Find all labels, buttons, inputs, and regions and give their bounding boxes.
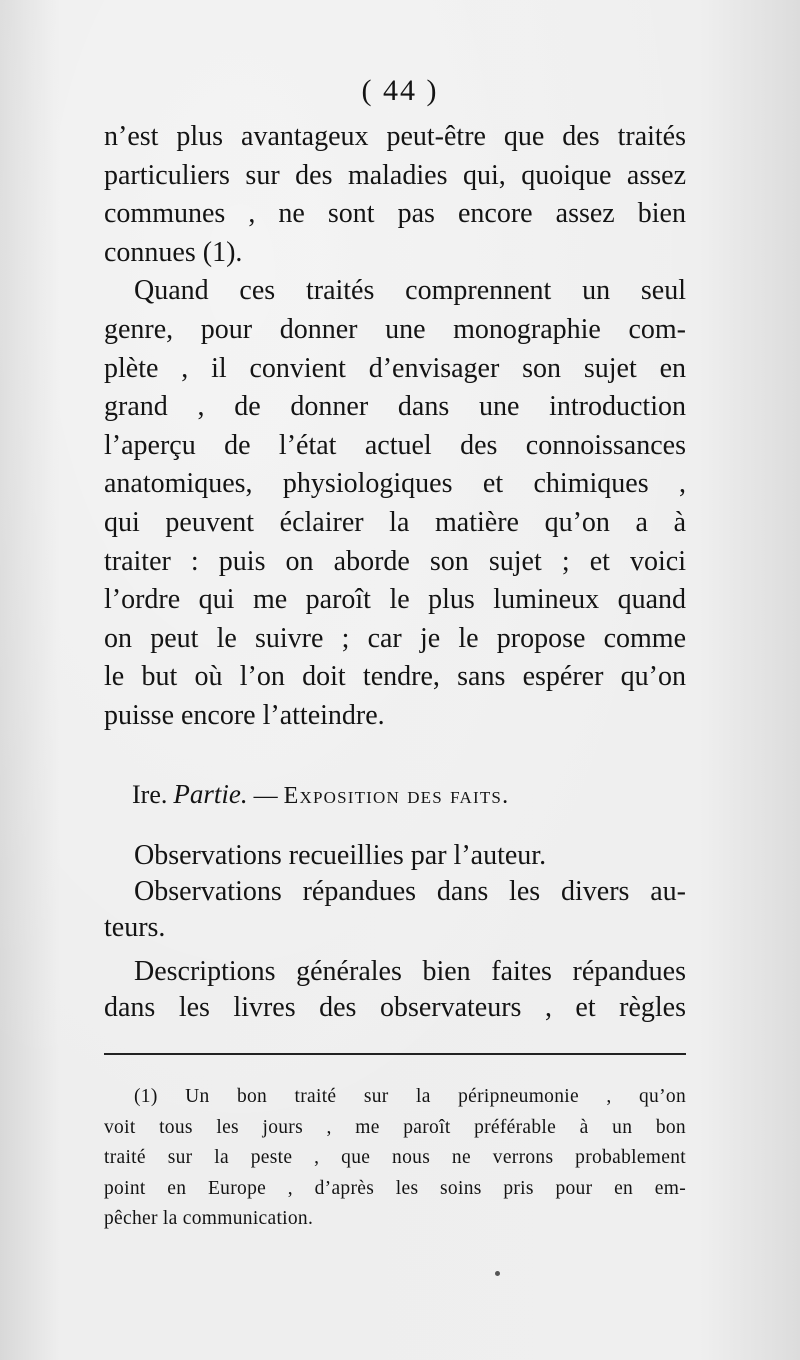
text-line: on peut le suivre ; car je le propose comme [104,622,686,654]
text-line: traiter : puis on aborde son sujet ; et voici [104,545,686,577]
text-line: anatomiques, physiologiques et chimiques , [104,468,686,500]
text-line: particuliers sur des maladies qui, quoique assez [104,159,686,191]
page-number: ( 44 ) [361,74,439,107]
footnote-rule [104,1053,686,1055]
text-line: puisse encore l’atteindre. [104,699,385,731]
ink-speck [495,1271,500,1276]
text-line: genre, pour donner une monographie com- [104,313,686,345]
text-line: l’aperçu de l’état actuel des connoissances [104,429,686,461]
footnote [104,1082,686,1235]
observations-list [104,838,686,1026]
text-line: Quand ces traités comprennent un seul [134,275,686,307]
list-item: teurs. [104,912,166,943]
list-item: Descriptions générales bien faites répandues [134,956,686,987]
section-number: Ire. [132,780,168,809]
section-part: Partie. [173,779,248,809]
section-dash: — [253,783,278,809]
text-line: connues (1). [104,236,243,268]
section-heading [132,778,692,812]
text-line: n’est plus avantageux peut-être que des traités [104,121,686,152]
list-item: Observations répandues dans les divers au- [134,876,686,907]
text-line: l’ordre qui me paroît le plus lumineux quand [104,584,686,616]
footnote-line: (1) Un bon traité sur la péripneumonie , qu’on [134,1086,686,1107]
text-line: communes , ne sont pas encore assez bien [104,198,686,230]
text-line: plète , il convient d’envisager son sujet en [104,352,686,384]
text-line: le but où l’on doit tendre, sans espérer qu’on [104,661,686,693]
main-paragraphs [104,118,686,736]
list-item: Observations recueillies par l’auteur. [134,840,547,871]
footnote-line: traité sur la peste , que nous ne verrons probablement [104,1147,686,1168]
footnote-line: point en Europe , d’après les soins pris pour en em- [104,1177,686,1199]
footnote-line: pêcher la communication. [104,1208,314,1229]
text-line: qui peuvent éclairer la matière qu’on a à [104,506,686,538]
footnote-line: voit tous les jours , me paroît préférable à un bon [104,1116,686,1138]
list-item: dans les livres des observateurs , et règles [104,992,686,1023]
text-line: grand , de donner dans une introduction [104,391,686,423]
section-title: Exposition des faits. [283,783,510,809]
